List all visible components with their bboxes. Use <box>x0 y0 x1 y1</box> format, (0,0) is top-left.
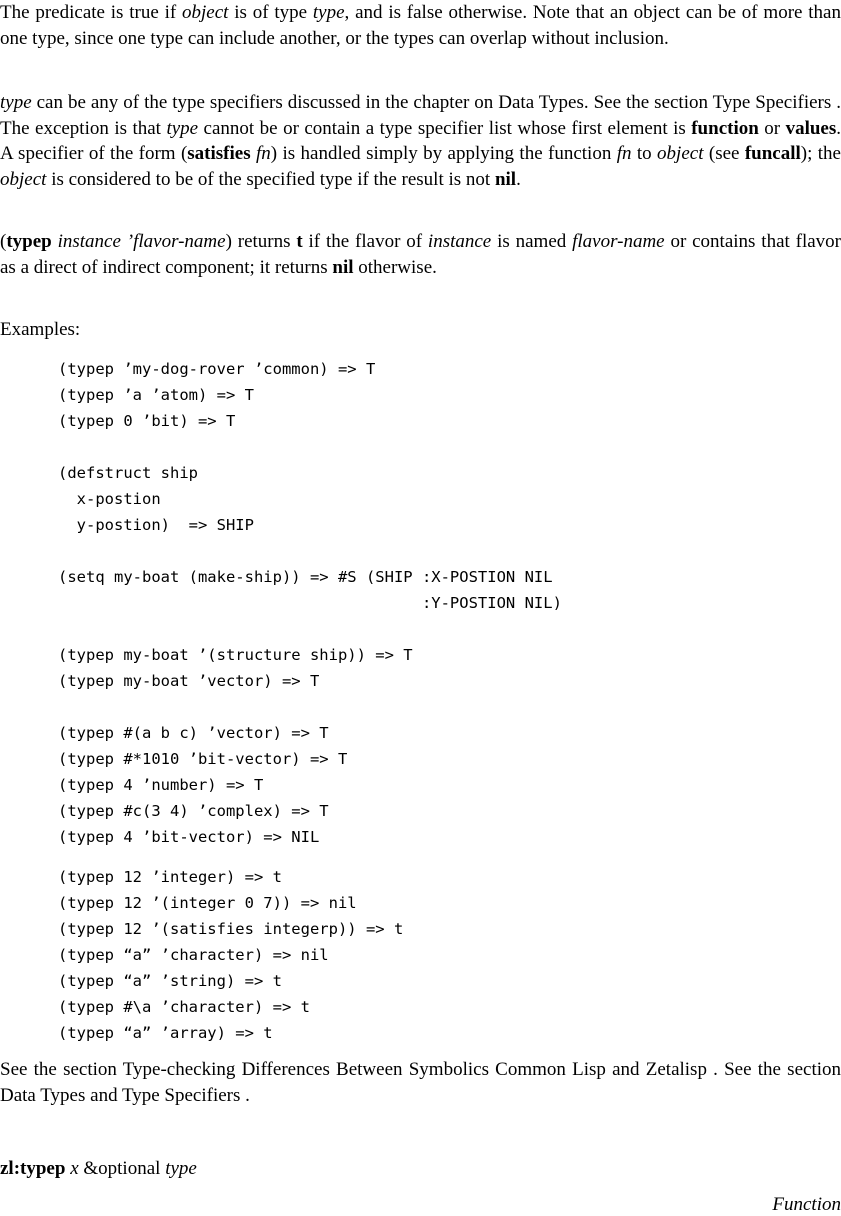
keyword-nil: nil <box>494 168 517 190</box>
text: if the flavor of <box>302 231 428 252</box>
text: The predicate is true if <box>0 2 182 23</box>
keyword-function: function <box>691 117 759 139</box>
definition-kind-label: Function <box>772 1194 841 1215</box>
keyword-funcall: funcall <box>744 143 801 164</box>
text: or <box>758 117 786 139</box>
function-signature <box>0 1158 197 1180</box>
term-fn: fn <box>616 143 632 164</box>
text: to <box>631 143 658 164</box>
term-object: object <box>0 168 47 190</box>
text: ( <box>0 231 7 252</box>
term-instance: instance <box>57 231 121 252</box>
text: or contains that flavor as a direct of indirect component; it returns <box>0 231 841 278</box>
term-fn: fn <box>256 143 271 164</box>
paragraph-type-specifiers <box>0 90 841 192</box>
optional-keyword: &optional <box>83 1158 161 1179</box>
term-instance: instance <box>427 231 492 252</box>
code-example-block: (typep 12 ’integer) => t (typep 12 ’(integer 0 7)) => nil (typep 12 ’(satisfies integerp)) => t (typep “a” ’character) => nil (typep “a” ’string) => t (typep #\a ’character) => t (typep “a” ’array) => t <box>58 868 404 1042</box>
text: is considered to be of the specified type if the result is not <box>46 168 495 190</box>
term-flavor-name: ’flavor-name <box>126 231 226 252</box>
term-type: type <box>0 92 32 113</box>
function-name: zl:typep <box>0 1158 66 1179</box>
term-type: type <box>312 2 345 23</box>
keyword-t: t <box>296 231 303 252</box>
keyword-values: values <box>785 117 837 139</box>
text: . <box>516 168 521 190</box>
text: can be any of the type specifiers discussed in the chapter on Data Types. See the section Type Specifiers . The exception is that <box>0 92 841 139</box>
paragraph-predicate-description <box>0 0 841 51</box>
text: ); the <box>800 143 841 164</box>
text: cannot be or contain a type specifier list whose first element is <box>198 117 692 139</box>
text: ) returns <box>225 231 297 252</box>
code-example-block: (typep ’my-dog-rover ’common) => T (typep ’a ’atom) => T (typep 0 ’bit) => T (defstruct ship x-postion y-postion) => SHIP (setq my-boat (make-ship)) => #S (SHIP :X-POSTION NIL :Y-POSTION NIL) (typep my-boat ’(structure ship)) => T (typep my-boat ’vector) => T (typep #(a b c) ’vector) => T (typep #*1010 ’bit-vector) => T (typep 4 ’number) => T (typep #c(3 4) ’complex) => T (typep 4 ’bit-vector) => NIL <box>58 360 562 846</box>
text: , and is false otherwise. Note that an object can be of more than one type, since one type can include another, or the types can overlap without inclusion. <box>0 2 841 49</box>
keyword-nil: nil <box>332 256 354 278</box>
param-x: x <box>70 1158 79 1179</box>
text: ) is handled simply by applying the function <box>270 143 617 164</box>
text: is of type <box>228 2 313 23</box>
keyword-satisfies: satisfies <box>187 143 251 164</box>
term-flavor-name: flavor-name <box>572 231 665 252</box>
see-also-paragraph: See the section Type-checking Differences Between Symbolics Common Lisp and Zetalisp . See the section Data Types and Type Specifiers . <box>0 1059 841 1106</box>
examples-label: Examples: <box>0 319 81 340</box>
param-type: type <box>165 1158 197 1179</box>
text: (see <box>703 143 745 164</box>
term-object: object <box>182 2 229 23</box>
keyword-typep: typep <box>6 231 52 252</box>
term-type: type <box>166 117 199 139</box>
term-object: object <box>657 143 704 164</box>
text: is named <box>491 231 573 252</box>
text: otherwise. <box>353 256 437 278</box>
paragraph-flavor-typep <box>0 229 841 280</box>
text: . A specifier of the form ( <box>0 117 841 164</box>
